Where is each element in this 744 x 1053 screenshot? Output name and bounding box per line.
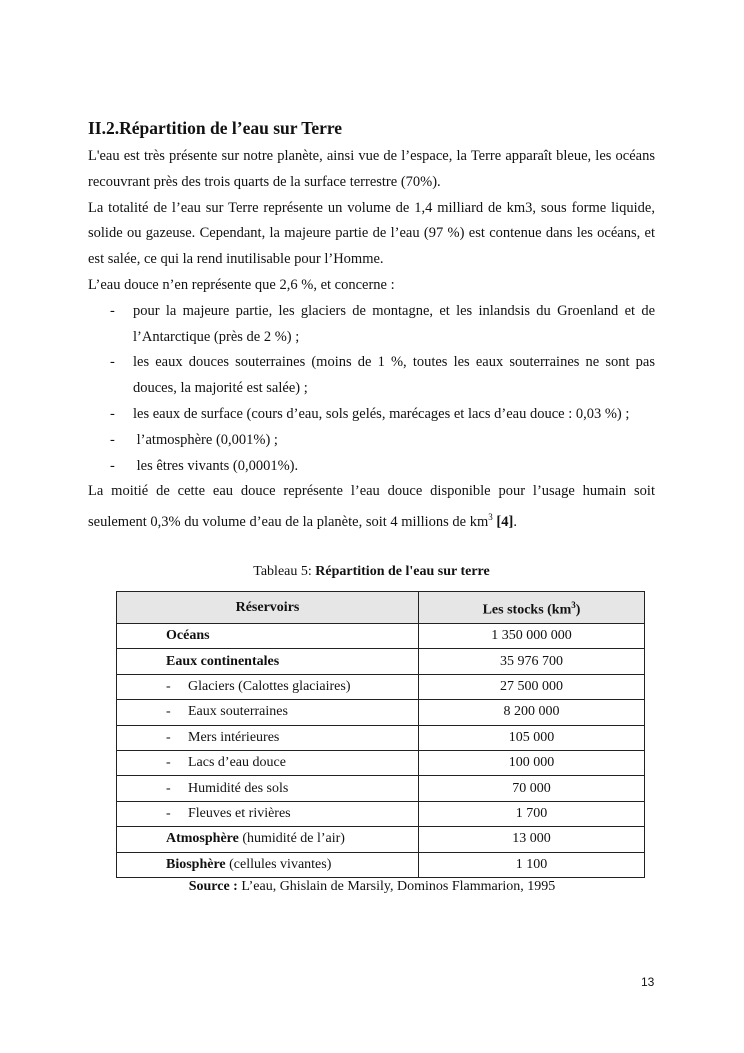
table-row [117, 700, 645, 725]
reference: [4] [496, 513, 514, 530]
table-row [117, 725, 645, 750]
reservoir-name-bold: Biosphère [166, 856, 226, 872]
stock-value: 27 500 000 [419, 674, 645, 699]
list-item [88, 428, 655, 454]
header-text: ) [575, 602, 581, 618]
bullet-dash: - [166, 704, 171, 720]
reservoir-name: Fleuves et rivières [188, 805, 291, 821]
superscript: 3 [488, 512, 493, 523]
punctuation: . [513, 513, 517, 530]
stock-value: 1 100 [419, 852, 645, 877]
reservoir-cell [117, 801, 419, 826]
reservoir-name: Lacs d’eau douce [188, 755, 286, 771]
table-row [117, 624, 645, 649]
reservoir-cell [117, 725, 419, 750]
reservoir-cell [117, 700, 419, 725]
table-row [117, 801, 645, 826]
reservoir-name-bold: Eaux continentales [166, 653, 280, 669]
reservoir-cell [117, 674, 419, 699]
reservoir-name: Humidité des sols [188, 780, 289, 796]
reservoir-cell [117, 649, 419, 674]
reservoir-cell [117, 750, 419, 775]
stock-value: 100 000 [419, 750, 645, 775]
paragraph: L'eau est très présente sur notre planète, ainsi vue de l’espace, la Terre apparaît bleue, les océans recouvrant près des trois quarts de la surface terrestre (70%). [88, 148, 655, 190]
stock-value: 35 976 700 [419, 649, 645, 674]
section-heading: II.2.Répartition de l’eau sur Terre [88, 118, 343, 138]
list-item [88, 299, 655, 351]
header-reservoirs: Réservoirs [117, 592, 419, 624]
reservoir-name: (cellules vivantes) [225, 856, 332, 872]
bullet-dash: - [166, 755, 171, 771]
page-body [88, 116, 655, 582]
reservoir-name-bold: Océans [166, 628, 210, 644]
bullet-dash: - [110, 457, 115, 474]
reservoir-name: Mers intérieures [188, 729, 280, 745]
table-row [117, 750, 645, 775]
reservoir-cell [117, 776, 419, 801]
table-source [0, 877, 744, 897]
source-label: Source : [188, 879, 238, 894]
bullet-dash: - [110, 431, 115, 448]
list-item-text: l’atmosphère (0,001%) ; [136, 431, 278, 448]
list-item-text: les eaux douces souterraines (moins de 1 %, toutes les eaux souterraines ne sont pas douces, la majorité est salée) ; [133, 354, 655, 397]
bullet-list [88, 299, 655, 480]
table-row [117, 827, 645, 852]
source-text: L’eau, Ghislain de Marsily, Dominos Flammarion, 1995 [237, 879, 556, 894]
stock-value: 13 000 [419, 827, 645, 852]
table-row [117, 852, 645, 877]
bullet-dash: - [110, 302, 115, 319]
list-item [88, 454, 655, 480]
bullet-dash: - [166, 729, 171, 745]
paragraph-text: La moitié de cette eau douce représente l’eau douce disponible pour l’usage humain soit seulement 0,3% du volume d’eau de la planète, soit 4 millions de km [88, 483, 655, 530]
table-caption [88, 562, 655, 582]
paragraph [88, 479, 655, 535]
bullet-dash: - [110, 354, 115, 371]
list-item [88, 402, 655, 428]
reservoir-cell [117, 827, 419, 852]
table-header-row [117, 592, 645, 624]
header-text: Les stocks (km [482, 602, 572, 618]
list-item [88, 350, 655, 402]
superscript: 3 [571, 599, 576, 610]
bullet-dash: - [166, 780, 171, 796]
reservoir-name: Eaux souterraines [188, 704, 288, 720]
water-distribution-table [116, 591, 645, 878]
reservoir-name: Glaciers (Calottes glaciaires) [188, 678, 351, 694]
bullet-dash: - [166, 678, 171, 694]
paragraph: La totalité de l’eau sur Terre représente un volume de 1,4 milliard de km3, sous forme liquide, solide ou gazeuse. Cependant, la majeure partie de l’eau (97 %) est contenue dans les océans, et est salée, ce qui la rend inutilisable pour l’Homme. [88, 199, 655, 268]
stock-value: 105 000 [419, 725, 645, 750]
reservoir-cell [117, 624, 419, 649]
list-item-text: les êtres vivants (0,0001%). [136, 457, 299, 474]
page-number: 13 [641, 975, 655, 989]
stock-value: 8 200 000 [419, 700, 645, 725]
reservoir-name: (humidité de l’air) [238, 831, 345, 847]
reservoir-cell [117, 852, 419, 877]
caption-prefix: Tableau 5: [253, 563, 316, 579]
stock-value: 70 000 [419, 776, 645, 801]
bullet-dash: - [166, 805, 171, 821]
paragraph: L’eau douce n’en représente que 2,6 %, et concerne : [88, 276, 395, 293]
stock-value: 1 350 000 000 [419, 624, 645, 649]
reservoir-name-bold: Atmosphère [166, 831, 239, 847]
table-row [117, 776, 645, 801]
caption-title: Répartition de l'eau sur terre [315, 563, 490, 579]
bullet-dash: - [110, 405, 115, 422]
table-row [117, 649, 645, 674]
header-stocks [419, 592, 645, 624]
list-item-text: les eaux de surface (cours d’eau, sols gelés, marécages et lacs d’eau douce : 0,03 %) ; [133, 405, 630, 422]
table-row [117, 674, 645, 699]
stock-value: 1 700 [419, 801, 645, 826]
list-item-text: pour la majeure partie, les glaciers de montagne, et les inlandsis du Groenland et de l’Antarctique (près de 2 %) ; [133, 302, 655, 345]
